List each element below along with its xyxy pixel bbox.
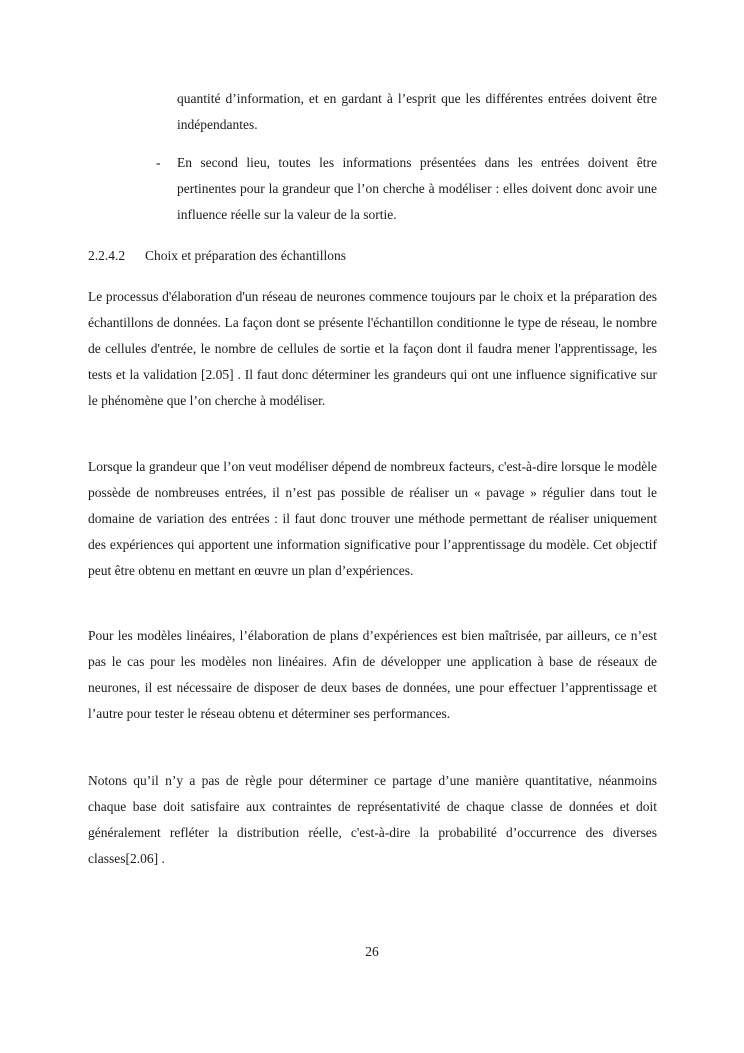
paragraph-1: Le processus d'élaboration d'un réseau de neurones commence toujours par le choix et la préparation des échantillons de données. La façon dont se présente l'échantillon conditionne le type de réseau, le nombre de cellules d'entrée, le nombre de cellules de sortie et la façon dont il faudra mener l'apprentissage, les tests et la validation [2.05] . Il faut donc déterminer les grandeurs qui ont une influence significative sur le phénomène que l’on cherche à modéliser.	[88, 289, 657, 408]
paragraph-4: Notons qu’il n’y a pas de règle pour déterminer ce partage d’une manière quantitative, néanmoins chaque base doit satisfaire aux contraintes de représentativité de chaque classe de données et doit généralement refléter la distribution réelle, c'est-à-dire la probabilité d’occurrence des diverses classes[2.06] .	[88, 773, 657, 866]
paragraph-2: Lorsque la grandeur que l’on veut modéliser dépend de nombreux facteurs, c'est-à-dire lorsque le modèle possède de nombreuses entrées, il n’est pas possible de réaliser un « pavage » régulier dans tout le domaine de variation des entrées : il faut donc trouver une méthode permettant de réaliser uniquement des expériences qui apportent une information significative pour l’apprentissage du modèle. Cet objectif peut être obtenu en mettant en œuvre un plan d’expériences.	[88, 459, 657, 578]
section-heading	[88, 246, 346, 266]
bullet-dash: -	[156, 155, 161, 170]
bullet-continuation-text: quantité d’information, et en gardant à l’esprit que les différentes entrées doivent être indépendantes.	[177, 91, 657, 132]
bullet-second-text: En second lieu, toutes les informations présentées dans les entrées doivent être pertinentes pour la grandeur que l’on cherche à modéliser : elles doivent donc avoir une influence réelle sur la valeur de la sortie.	[177, 155, 657, 222]
section-number: 2.2.4.2	[88, 248, 126, 263]
paragraph-3: Pour les modèles linéaires, l’élaboration de plans d’expériences est bien maîtrisée, par ailleurs, ce n’est pas le cas pour les modèles non linéaires. Afin de développer une application à base de réseaux de neurones, il est nécessaire de disposer de deux bases de données, une pour effectuer l’apprentissage et l’autre pour tester le réseau obtenu et déterminer ses performances.	[88, 628, 657, 721]
section-title: Choix et préparation des échantillons	[145, 248, 346, 263]
page-number: 26	[365, 944, 379, 959]
